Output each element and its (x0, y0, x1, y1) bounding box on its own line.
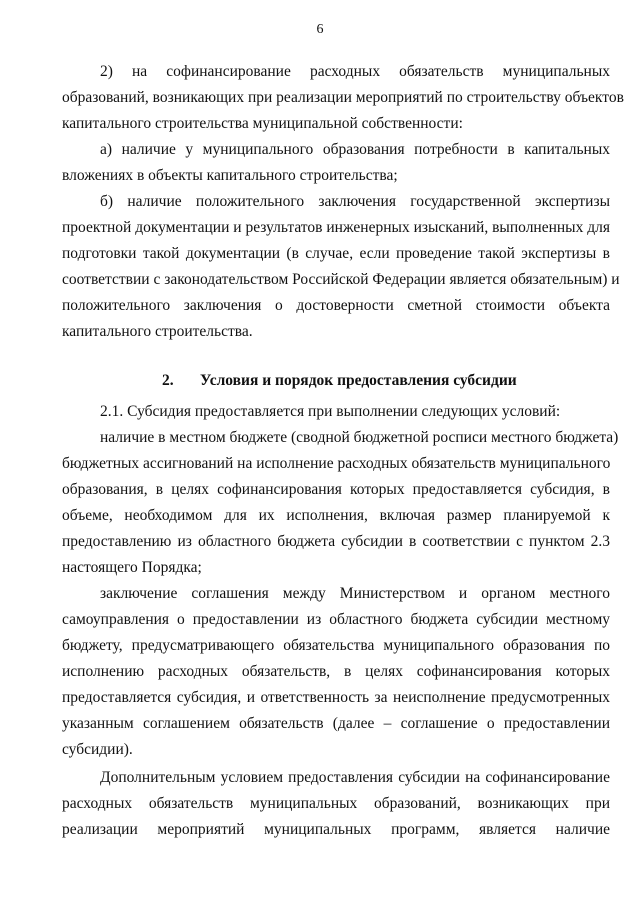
text-line: 2.1. Субсидия предоставляется при выполнении следующих условий: (100, 403, 561, 420)
text-line: положительного заключения о достоверности сметной стоимости объекта (62, 297, 610, 314)
text-line: субсидии). (62, 741, 133, 758)
text-line: капитального строительства муниципальной собственности: (62, 115, 463, 132)
text-line: реализации мероприятий муниципальных программ, является наличие (62, 821, 610, 838)
text-line: расходных обязательств муниципальных образований, возникающих при (62, 795, 610, 812)
text-line: б) наличие положительного заключения государственной экспертизы (100, 193, 610, 210)
text-line: предоставлению из областного бюджета субсидии в соответствии с пунктом 2.3 (62, 533, 610, 550)
text-line: объеме, необходимом для их исполнения, включая размер планируемой к (62, 507, 610, 524)
text-line: образований, возникающих при реализации мероприятий по строительству объектов (62, 89, 624, 106)
section-heading (162, 371, 517, 391)
section-heading-text: Условия и порядок предоставления субсидии (200, 372, 517, 389)
text-line: наличие в местном бюджете (сводной бюджетной росписи местного бюджета) (100, 429, 619, 446)
text-line: указанным соглашением обязательств (далее – соглашение о предоставлении (62, 715, 610, 732)
text-line: исполнению расходных обязательств, в целях софинансирования которых (62, 663, 610, 680)
text-line: проектной документации и результатов инженерных изысканий, выполненных для (62, 219, 610, 236)
text-line: образования, в целях софинансирования которых предоставляется субсидия, в (62, 481, 610, 498)
text-line: настоящего Порядка; (62, 559, 202, 576)
text-line: самоуправления о предоставлении из областного бюджета субсидии местному (62, 611, 610, 628)
text-line: предоставляется субсидия, и ответственность за неисполнение предусмотренных (62, 689, 610, 706)
text-line: вложениях в объекты капитального строительства; (62, 167, 398, 184)
text-line: бюджетных ассигнований на исполнение расходных обязательств муниципального (62, 455, 611, 472)
section-heading-number: 2. (162, 372, 174, 389)
text-line: бюджету, предусматривающего обязательства муниципального образования по (62, 637, 610, 654)
text-line: Дополнительным условием предоставления субсидии на софинансирование (100, 769, 610, 786)
text-line: соответствии с законодательством Российской Федерации является обязательным) и (62, 271, 620, 288)
page-number: 6 (316, 22, 324, 37)
text-line: подготовки такой документации (в случае, если проведение такой экспертизы в (62, 245, 610, 262)
text-line: капитального строительства. (62, 323, 253, 340)
text-line: заключение соглашения между Министерством и органом местного (100, 585, 610, 602)
text-line: 2) на софинансирование расходных обязательств муниципальных (100, 63, 610, 80)
text-line: а) наличие у муниципального образования потребности в капитальных (100, 141, 610, 158)
